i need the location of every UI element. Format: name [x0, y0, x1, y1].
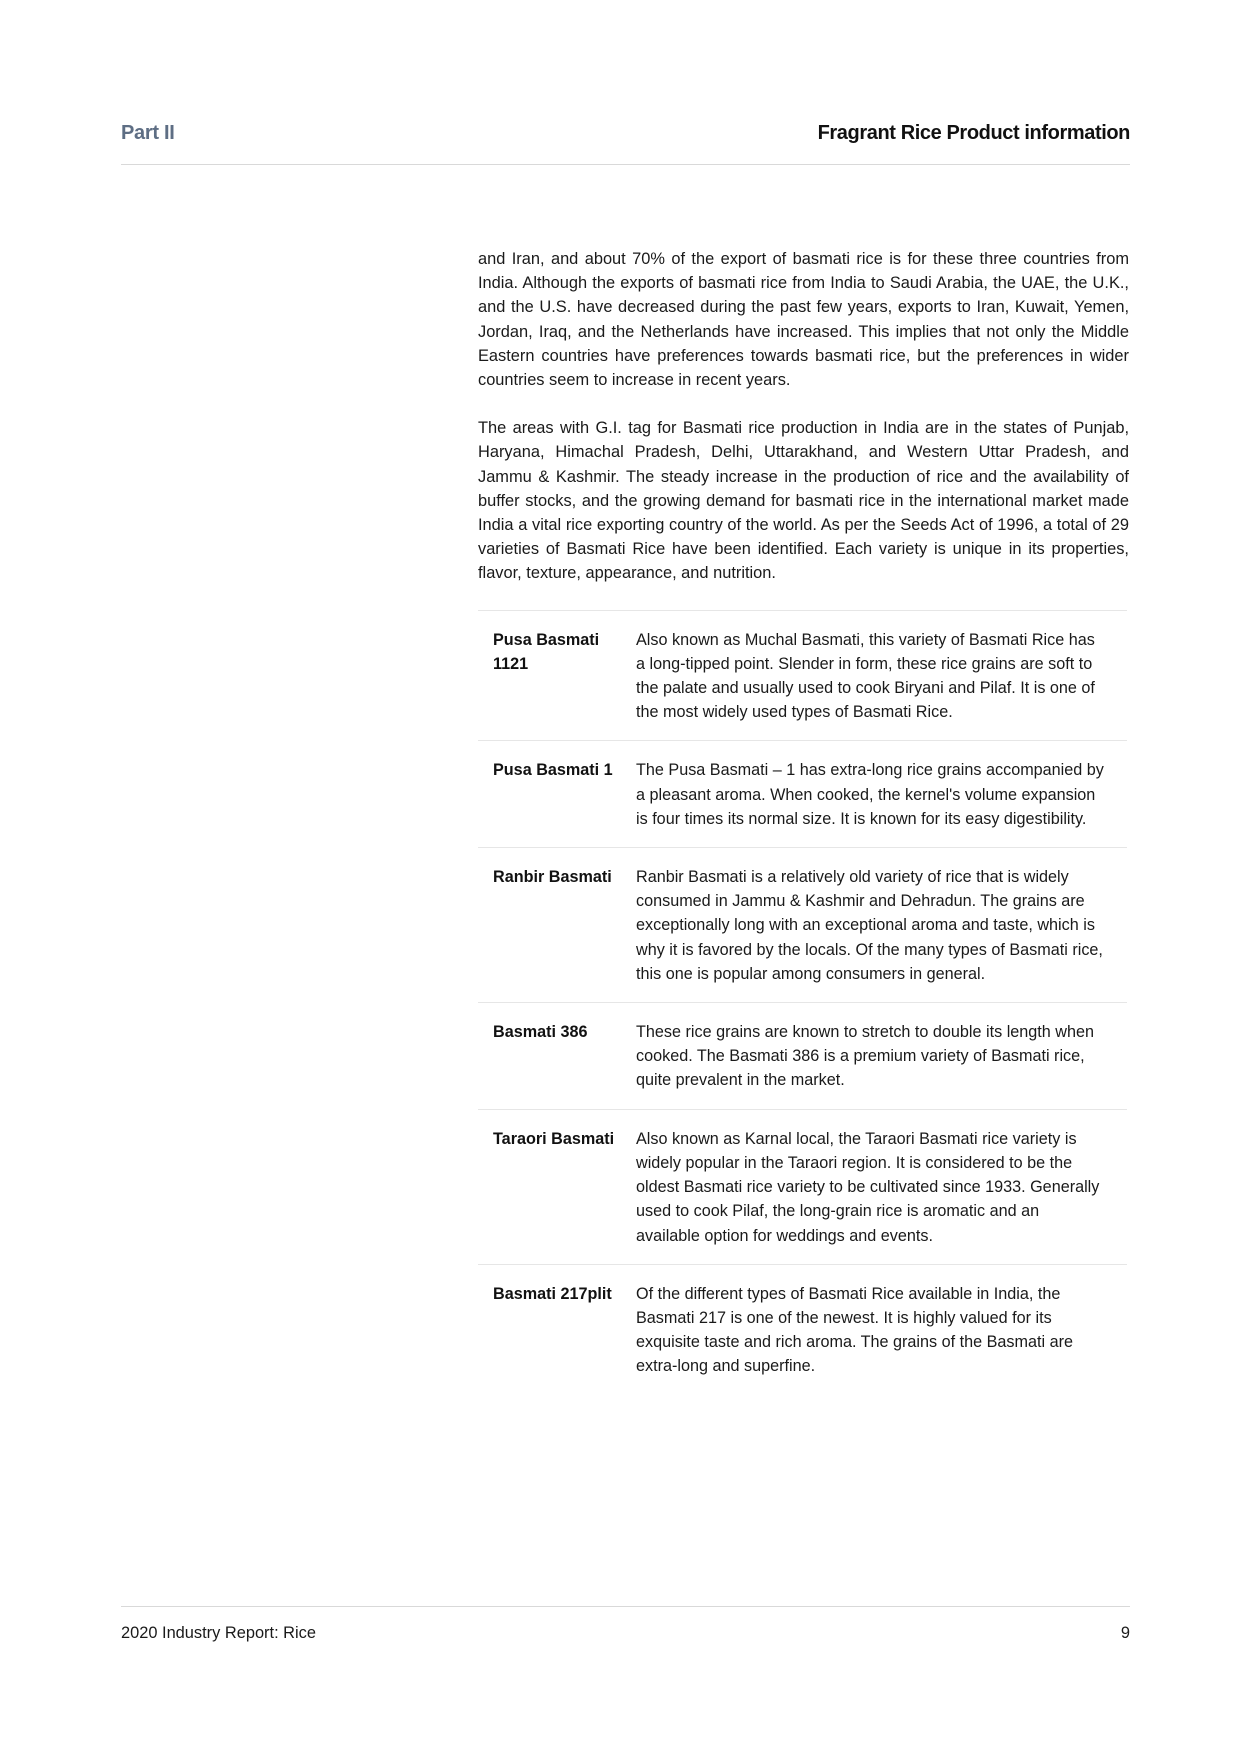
variety-description: The Pusa Basmati – 1 has extra-long rice grains accompanied by a pleasant aroma. When cooked, the kernel's volume expansion is four times its normal size. It is known for its easy digestibility.	[636, 761, 1104, 828]
table-row	[478, 741, 1127, 848]
variety-description: Also known as Muchal Basmati, this variety of Basmati Rice has a long-tipped point. Slender in form, these rice grains are soft to the palate and usually used to cook Biryani and Pilaf. It is one of the most widely used types of Basmati Rice.	[636, 630, 1095, 722]
variety-name: Taraori Basmati	[493, 1129, 615, 1148]
section-label: Part II	[121, 122, 175, 144]
variety-name: Basmati 386	[493, 1023, 588, 1042]
main-content	[478, 247, 1129, 1395]
table-row	[478, 1110, 1127, 1265]
table-row	[478, 1003, 1127, 1110]
variety-name: Ranbir Basmati	[493, 868, 612, 887]
variety-name: Pusa Basmati 1121	[493, 630, 600, 673]
varieties-table	[478, 610, 1127, 1395]
table-row	[478, 1265, 1127, 1395]
body-paragraph: and Iran, and about 70% of the export of basmati rice is for these three countries from India. Although the exports of basmati rice from India to Saudi Arabia, the UAE, the U.K., and the U.S. have decreased during the past few years, exports to Iran, Kuwait, Yemen, Jordan, Iraq, and the Netherlands have increased. This implies that not only the Middle Eastern countries have preferences towards basmati rice, but the preferences in wider countries seem to increase in recent years.	[478, 250, 1129, 390]
table-row	[478, 848, 1127, 1003]
table-row	[478, 611, 1127, 742]
variety-description: These rice grains are known to stretch to double its length when cooked. The Basmati 386 is a premium variety of Basmati rice, quite prevalent in the market.	[636, 1023, 1095, 1090]
page-number: 9	[1120, 1624, 1130, 1642]
page-title: Fragrant Rice Product information	[817, 122, 1130, 144]
report-title: 2020 Industry Report: Rice	[121, 1624, 316, 1642]
variety-name: Pusa Basmati 1	[493, 761, 613, 780]
page-footer	[121, 1606, 1130, 1647]
variety-description: Of the different types of Basmati Rice available in India, the Basmati 217 is one of the newest. It is highly valued for its exquisite taste and rich aroma. The grains of the Basmati are extra-long and superfine.	[636, 1284, 1073, 1376]
variety-description: Ranbir Basmati is a relatively old variety of rice that is widely consumed in Jammu & Kashmir and Dehradun. The grains are exceptionally long with an exceptional aroma and taste, which is why it is favored by the locals. Of the many types of Basmati rice, this one is popular among consumers in general.	[636, 868, 1103, 983]
body-paragraph: The areas with G.I. tag for Basmati rice production in India are in the states of Punjab, Haryana, Himachal Pradesh, Delhi, Uttarakhand, and Western Uttar Pradesh, and Jammu & Kashmir. The steady increase in the production of rice and the availability of buffer stocks, and the growing demand for basmati rice in the international market made India a vital rice exporting country of the world. As per the Seeds Act of 1996, a total of 29 varieties of Basmati Rice have been identified. Each variety is unique in its properties, flavor, texture, appearance, and nutrition.	[478, 419, 1129, 583]
page-header	[121, 120, 1130, 165]
variety-description: Also known as Karnal local, the Taraori Basmati rice variety is widely popular in the Taraori region. It is considered to be the oldest Basmati rice variety to be cultivated since 1933. Generally used to cook Pilaf, the long-grain rice is aromatic and an available option for weddings and events.	[636, 1129, 1100, 1245]
variety-name: Basmati 217plit	[493, 1284, 612, 1303]
